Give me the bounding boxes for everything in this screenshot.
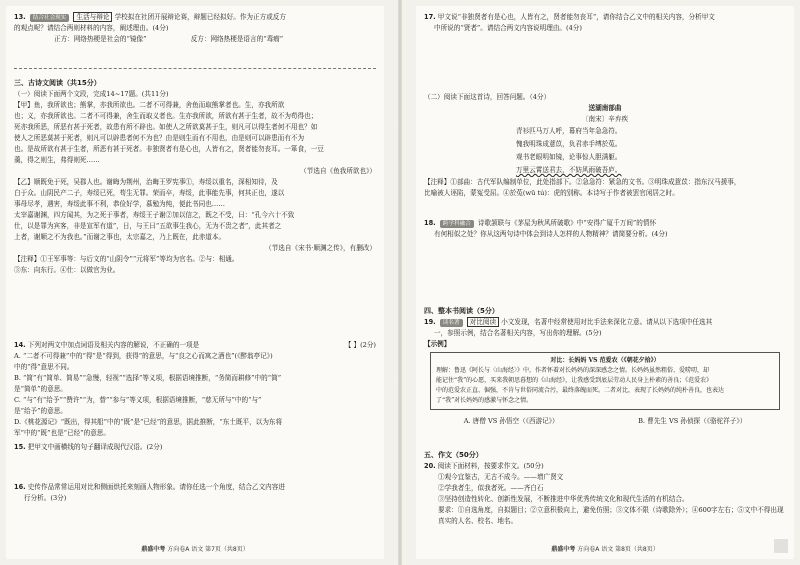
yi-line: 上者，谢顺之不为我也。”而谢之事也，太宗嘉之，乃上既在，此赤道本。: [14, 233, 226, 241]
q17-number: 17.: [424, 13, 436, 21]
poem-author: 〔南宋〕辛弃疾: [581, 115, 629, 123]
example-title: 对比：长妈妈 VS 范爱农（《朝花夕拾》）: [550, 357, 660, 364]
footer-page-info: 方向卷A 语文 第8页（共8页）: [577, 546, 659, 553]
q13-number: 13.: [14, 13, 26, 21]
jia-line: 【甲】鱼，我所欲也；熊掌，亦我所欲也。二者不可得兼，舍鱼而取熊掌者也。生，亦我所欲: [14, 101, 285, 109]
q13-pro: 正方：网络热梗是社会的“镜像”: [54, 35, 147, 43]
classical-section: [14, 78, 376, 276]
passage-jia: [14, 100, 376, 166]
page-7-footer: [6, 544, 384, 553]
q13-line-1: 学校拟在社团开展辩论赛，辩题已经拟好。作为正方或反方: [114, 13, 286, 21]
q14-option: C. “与”有“给予”“赞许”“为，替”“参与”等义项，根据语境推断，“慈无所与”中的“与”: [14, 396, 262, 404]
poem-body: [424, 125, 786, 177]
q20-quote: ②学我者生，似我者死。——齐白石: [438, 484, 544, 492]
q16-number: 16.: [14, 483, 26, 491]
q14-number: 14.: [14, 341, 26, 349]
poem-notes: 比喻被人诬陷，蒙冤受屈。④於菟(wū tú)：虎的别称。本诗写于作者被罢官闲居之时。: [424, 189, 679, 197]
example-line: 了“我”对长妈妈的感激与怀念之情。: [436, 397, 533, 404]
page-8: [416, 6, 794, 559]
yi-line: 仕，以是罪为宾客，非是宣军有道”，日，与王曰“五欲事生我心，无为不贵之者”，此其者之: [14, 222, 282, 230]
q16-line: 行分析。(3分): [24, 494, 67, 502]
notes-line: ③东：向东行。④仕：以做官为业。: [14, 266, 120, 274]
q20-requirement: 要求：①自选角度，自拟题目；②立意积极向上，避免仿照；③文体不限（诗歌除外）；④600字左右；⑤文中不得出现: [438, 506, 784, 514]
scan-corner-mark: [774, 539, 788, 553]
q19-option-b[interactable]: B. 曹先生 VS 孙侦探（《骆驼祥子》）: [638, 417, 747, 425]
question-18: [424, 218, 786, 240]
example-label: 【示例】: [424, 340, 451, 348]
q20-quote: ③坚持创造性转化、创新性发展，不断推进中华优秀传统文化和现代生活的有机结合。: [438, 495, 689, 503]
subsection-1-title: （一）阅读下面两个文段，完成14~17题。(共11分): [14, 90, 169, 98]
q19-line: 小文发现，名著中经常使用对比手法来深化立意。请从以下选项中任选其: [501, 318, 713, 326]
yi-source: （节选自《宋书·顺渊之传》，有删改）: [265, 244, 376, 252]
question-20: [424, 450, 786, 527]
q14-option: 是“给予”的意思。: [14, 407, 67, 415]
footer-brand: 鼎盛中考: [551, 546, 576, 553]
jia-line: 死亦我所恶，所恶有甚于死者，故患有所不辟也。如使人之所欲莫甚于生，则凡可以得生者何不用也？如: [14, 123, 318, 131]
q19-line: 一，参照示例，结合名著相关内容，写出你的理解。(5分): [434, 329, 602, 337]
q20-quote: ①观今宜鉴古，无古不成今。——增广贤文: [438, 473, 564, 481]
q13-tag: 结合社会现实: [30, 14, 70, 22]
q14-option: 军”中的“既”也是“已经”的意思。: [14, 429, 110, 437]
section-5-title: 五、作文（50分）: [424, 451, 483, 459]
footer-page-info: 方向卷A 语文 第7页（共8页）: [167, 546, 249, 553]
q14-option: B. “简”有“简单、简易”“急慢，轻视”“选择”等义项，根据语境推断，“务简而耕修”中的“简”: [14, 374, 282, 382]
q20-requirement: 真实的人名、校名、地名。: [438, 517, 518, 525]
section-3-title: 三、古诗文阅读（共15分）: [14, 79, 101, 87]
q14-option: 中的“得”意思不同。: [14, 363, 74, 371]
jia-line: 也。是故所欲有甚于生者，所恶有甚于死者。非独贤者有是心也，人皆有之，贤者能勿丧耳。一箪食，一豆: [14, 145, 324, 153]
q18-tag: 跨学科融合: [440, 220, 474, 228]
q19-tag: 读名著: [440, 319, 463, 327]
q13-line-2: 的观点呢？请结合两则材料的内容，阐述理由。(4分): [14, 24, 169, 32]
yi-line: 事母尽孝，遇害，寿绥此事不利，恭俭好学，慕勉为纯，便此书同也……: [14, 200, 225, 208]
q14-stem: 下列对两文中加点词语及相关内容的解说，不正确的一项是: [27, 341, 200, 349]
q17-line: 甲文说“非独贤者有是心也，人皆有之，贤者能勿丧耳”，请你结合乙文中的相关内容，分析甲文: [437, 13, 715, 21]
question-13: [14, 12, 376, 45]
q19-option-a[interactable]: A. 唐僧 VS 孙悟空（《西游记》）: [463, 417, 559, 425]
yi-line: 太宰嘉谢渊，四方闻其，为之死于事者，寿绥王子谢②加以信之，既之不受，曰：“孔今六十不致: [14, 211, 295, 219]
q19-tag2: 对比阅读: [467, 317, 499, 327]
question-17: [424, 12, 786, 34]
q20-text: 阅读下面材料，按要求作文。(50分): [437, 462, 544, 470]
q14-option: A. “二者不可得兼”中的“得”是“得到，获得”的意思，与“良之心而寓之酒也”(《醉翁亭记》): [14, 352, 273, 360]
poem-notes: 【注释】①部曲：古代军队编制单位，此处指部下。②急急符：紧急的文书。③明珠成薏苡：指东汉马援事，: [424, 178, 741, 186]
passage-yi: [14, 177, 376, 243]
q18-line: 有何相似之处？你从这两句诗中体会到诗人怎样的人物精神？请简要分析。(4分): [434, 230, 668, 238]
q14-option: 是“简单”的意思。: [14, 385, 67, 393]
jia-line: 羹，得之则生，弗得则死……: [14, 156, 100, 164]
question-15: [14, 442, 376, 453]
q14-option: D.《桃花源记》“既出，得其船”中的“既”是“已经”的意思，据此推断，“东土既平，以为东将: [14, 418, 283, 426]
q13-con: 反方：网络热梗是语言的“毒瘤”: [190, 35, 284, 43]
section-4-title: 四、整本书阅读（5分）: [424, 307, 499, 315]
q20-number: 20.: [424, 462, 436, 470]
poem-line: 青衫匹马万人呼，幕府当年急急符。: [516, 127, 622, 135]
poem-section: [424, 92, 786, 199]
q13-tag2: 生活与辩论: [73, 12, 112, 22]
example-line: 理解：鲁迅《阿长与〈山海经〉》中，作者怀着对长妈妈的深深感念之情。长妈妈虽然粗俗、爱唠叨，却: [436, 367, 710, 374]
jia-source: （节选自《鱼我所欲也》）: [300, 167, 376, 175]
page-seam: [398, 0, 402, 565]
jia-line: 使人之所恶莫甚于死者，则凡可以辟患者何不为也？由是则生而有不用也，由是则可以辟患而有不为: [14, 134, 305, 142]
q19-number: 19.: [424, 318, 436, 326]
yi-line: 白于众。山阴民产二子，寿绥已死，苟生无罪。荣而卒，寿绥，此事能先事，何其正也，遂以: [14, 189, 285, 197]
q14-answer-bracket[interactable]: 【 】(2分): [344, 341, 376, 349]
poem-line: 愧我明珠成薏苡，负君赤手缚於菟。: [516, 140, 622, 148]
q17-line: 中所说的“贤者”。请结合两文内容说明理由。(4分): [434, 24, 582, 32]
question-14: [14, 340, 376, 439]
q19-options: [424, 416, 786, 427]
question-16: [14, 482, 376, 504]
q18-number: 18.: [424, 219, 436, 227]
question-19: [424, 306, 786, 350]
jia-line: 也；义，亦我所欲也。二者不可得兼，舍生而取义者也。生亦我所欲，所欲有甚于生者，故不为苟得也；: [14, 112, 318, 120]
poem-title: 送湖南部曲: [588, 104, 622, 112]
footer-brand: 鼎盛中考: [141, 546, 166, 553]
q15-number: 15.: [14, 443, 26, 451]
example-line: 能记住“我”的心愿，买来我朝思暮想的《山海经》，让我感受到底层劳动人民身上朴素的善良；《范爱农》: [436, 377, 713, 384]
q16-line: 史传作品常常运用对比和侧面烘托来刻画人物形象。请你任选一个角度，结合乙文内容进: [27, 483, 285, 491]
q15-text: 把甲文中画横线的句子翻译成现代汉语。(2分): [27, 443, 163, 451]
page-8-footer: [416, 544, 794, 553]
page-7: [6, 6, 384, 559]
notes-line: 【注释】①王军事等：与后文的“山阴令”“元将军”等均为官名。②与：相通。: [14, 255, 239, 263]
poem-line: 观书老眼明如镜，论事惊人胆满躯。: [516, 153, 622, 161]
q18-line: 诗歌颔联与《茅屋为秋风所破歌》中“安得广厦千万间”的情怀: [477, 219, 657, 227]
example-box: [430, 352, 780, 410]
poem-line: 万里云霄送君去，不妨风雨破吾庐。: [516, 166, 622, 174]
example-line: 中的范爱农正直、倔强，不肯与世俗同流合污，最终落魄而死。二者对比，表现了长妈妈的纯朴善良，也表达: [436, 387, 725, 394]
subsection-2-title: （二）阅读下面这首诗，回答问题。（4分）: [424, 93, 551, 101]
divider: [14, 68, 376, 69]
yi-line: 【乙】顺既免于死，吴郡人也。谢晦为荆州，治晦王罗宪事①，寿绥以重名，深相知待，及: [14, 178, 278, 186]
